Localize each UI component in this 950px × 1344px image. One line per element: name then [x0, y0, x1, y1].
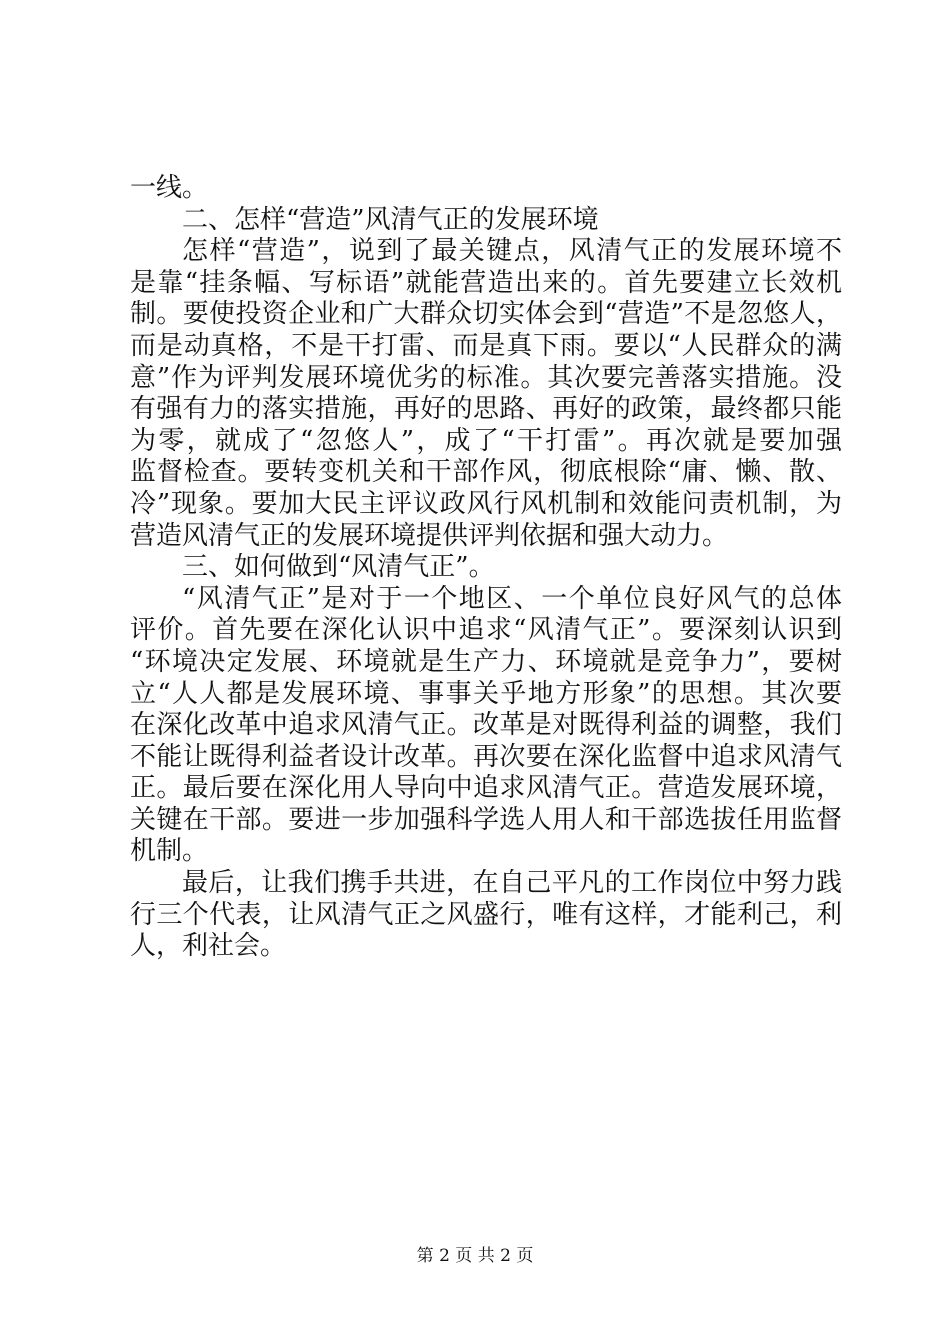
text-line: 有强有力的落实措施，再好的思路、再好的政策，最终都只能 — [130, 394, 842, 425]
text-line: “风清气正”是对于一个地区、一个单位良好风气的总体 — [182, 583, 842, 614]
text-line: “环境决定发展、环境就是生产力、环境就是竞争力”，要树 — [130, 646, 842, 677]
text-line: 怎样“营造”，说到了最关键点，风清气正的发展环境不 — [182, 236, 842, 267]
text-line: 一线。 — [130, 173, 209, 203]
text-line: 监督检查。要转变机关和干部作风，彻底根除“庸、懒、散、 — [130, 457, 842, 488]
text-line: 不能让既得利益者设计改革。再次要在深化监督中追求风清气 — [130, 741, 842, 772]
text-line: 为零，就成了“忽悠人”，成了“干打雷”。再次就是要加强 — [130, 425, 842, 456]
text-line: 正。最后要在深化用人导向中追求风清气正。营造发展环境， — [130, 773, 842, 804]
document-body — [130, 173, 842, 963]
text-line: 而是动真格，不是干打雷、而是真下雨。要以“人民群众的满 — [130, 330, 842, 361]
text-line: 评价。首先要在深化认识中追求“风清气正”。要深刻认识到 — [130, 615, 842, 646]
text-line: 二、怎样“营造”风清气正的发展环境 — [182, 204, 599, 235]
text-line: 立“人人都是发展环境、事事关乎地方形象”的思想。其次要 — [130, 678, 842, 709]
text-line: 行三个代表，让风清气正之风盛行，唯有这样，才能利己，利 — [130, 899, 842, 930]
text-line: 是靠“挂条幅、写标语”就能营造出来的。首先要建立长效机 — [130, 267, 842, 298]
text-line: 最后，让我们携手共进，在自己平凡的工作岗位中努力践 — [182, 868, 842, 899]
text-line: 三、如何做到“风清气正”。 — [182, 552, 495, 583]
text-line: 关键在干部。要进一步加强科学选人用人和干部选拔任用监督 — [130, 804, 842, 835]
text-lines — [130, 173, 842, 963]
text-line: 人，利社会。 — [130, 931, 287, 962]
text-line: 机制。 — [130, 836, 209, 867]
text-line: 营造风清气正的发展环境提供评判依据和强大动力。 — [130, 520, 729, 551]
text-line: 在深化改革中追求风清气正。改革是对既得利益的调整，我们 — [130, 710, 842, 741]
text-line: 冷”现象。要加大民主评议政风行风机制和效能问责机制，为 — [130, 488, 842, 519]
text-line: 意”作为评判发展环境优劣的标准。其次要完善落实措施。没 — [130, 362, 842, 393]
text-line: 制。要使投资企业和广大群众切实体会到“营造”不是忽悠人， — [130, 299, 842, 330]
page-footer: 第 2 页 共 2 页 — [416, 1246, 534, 1266]
